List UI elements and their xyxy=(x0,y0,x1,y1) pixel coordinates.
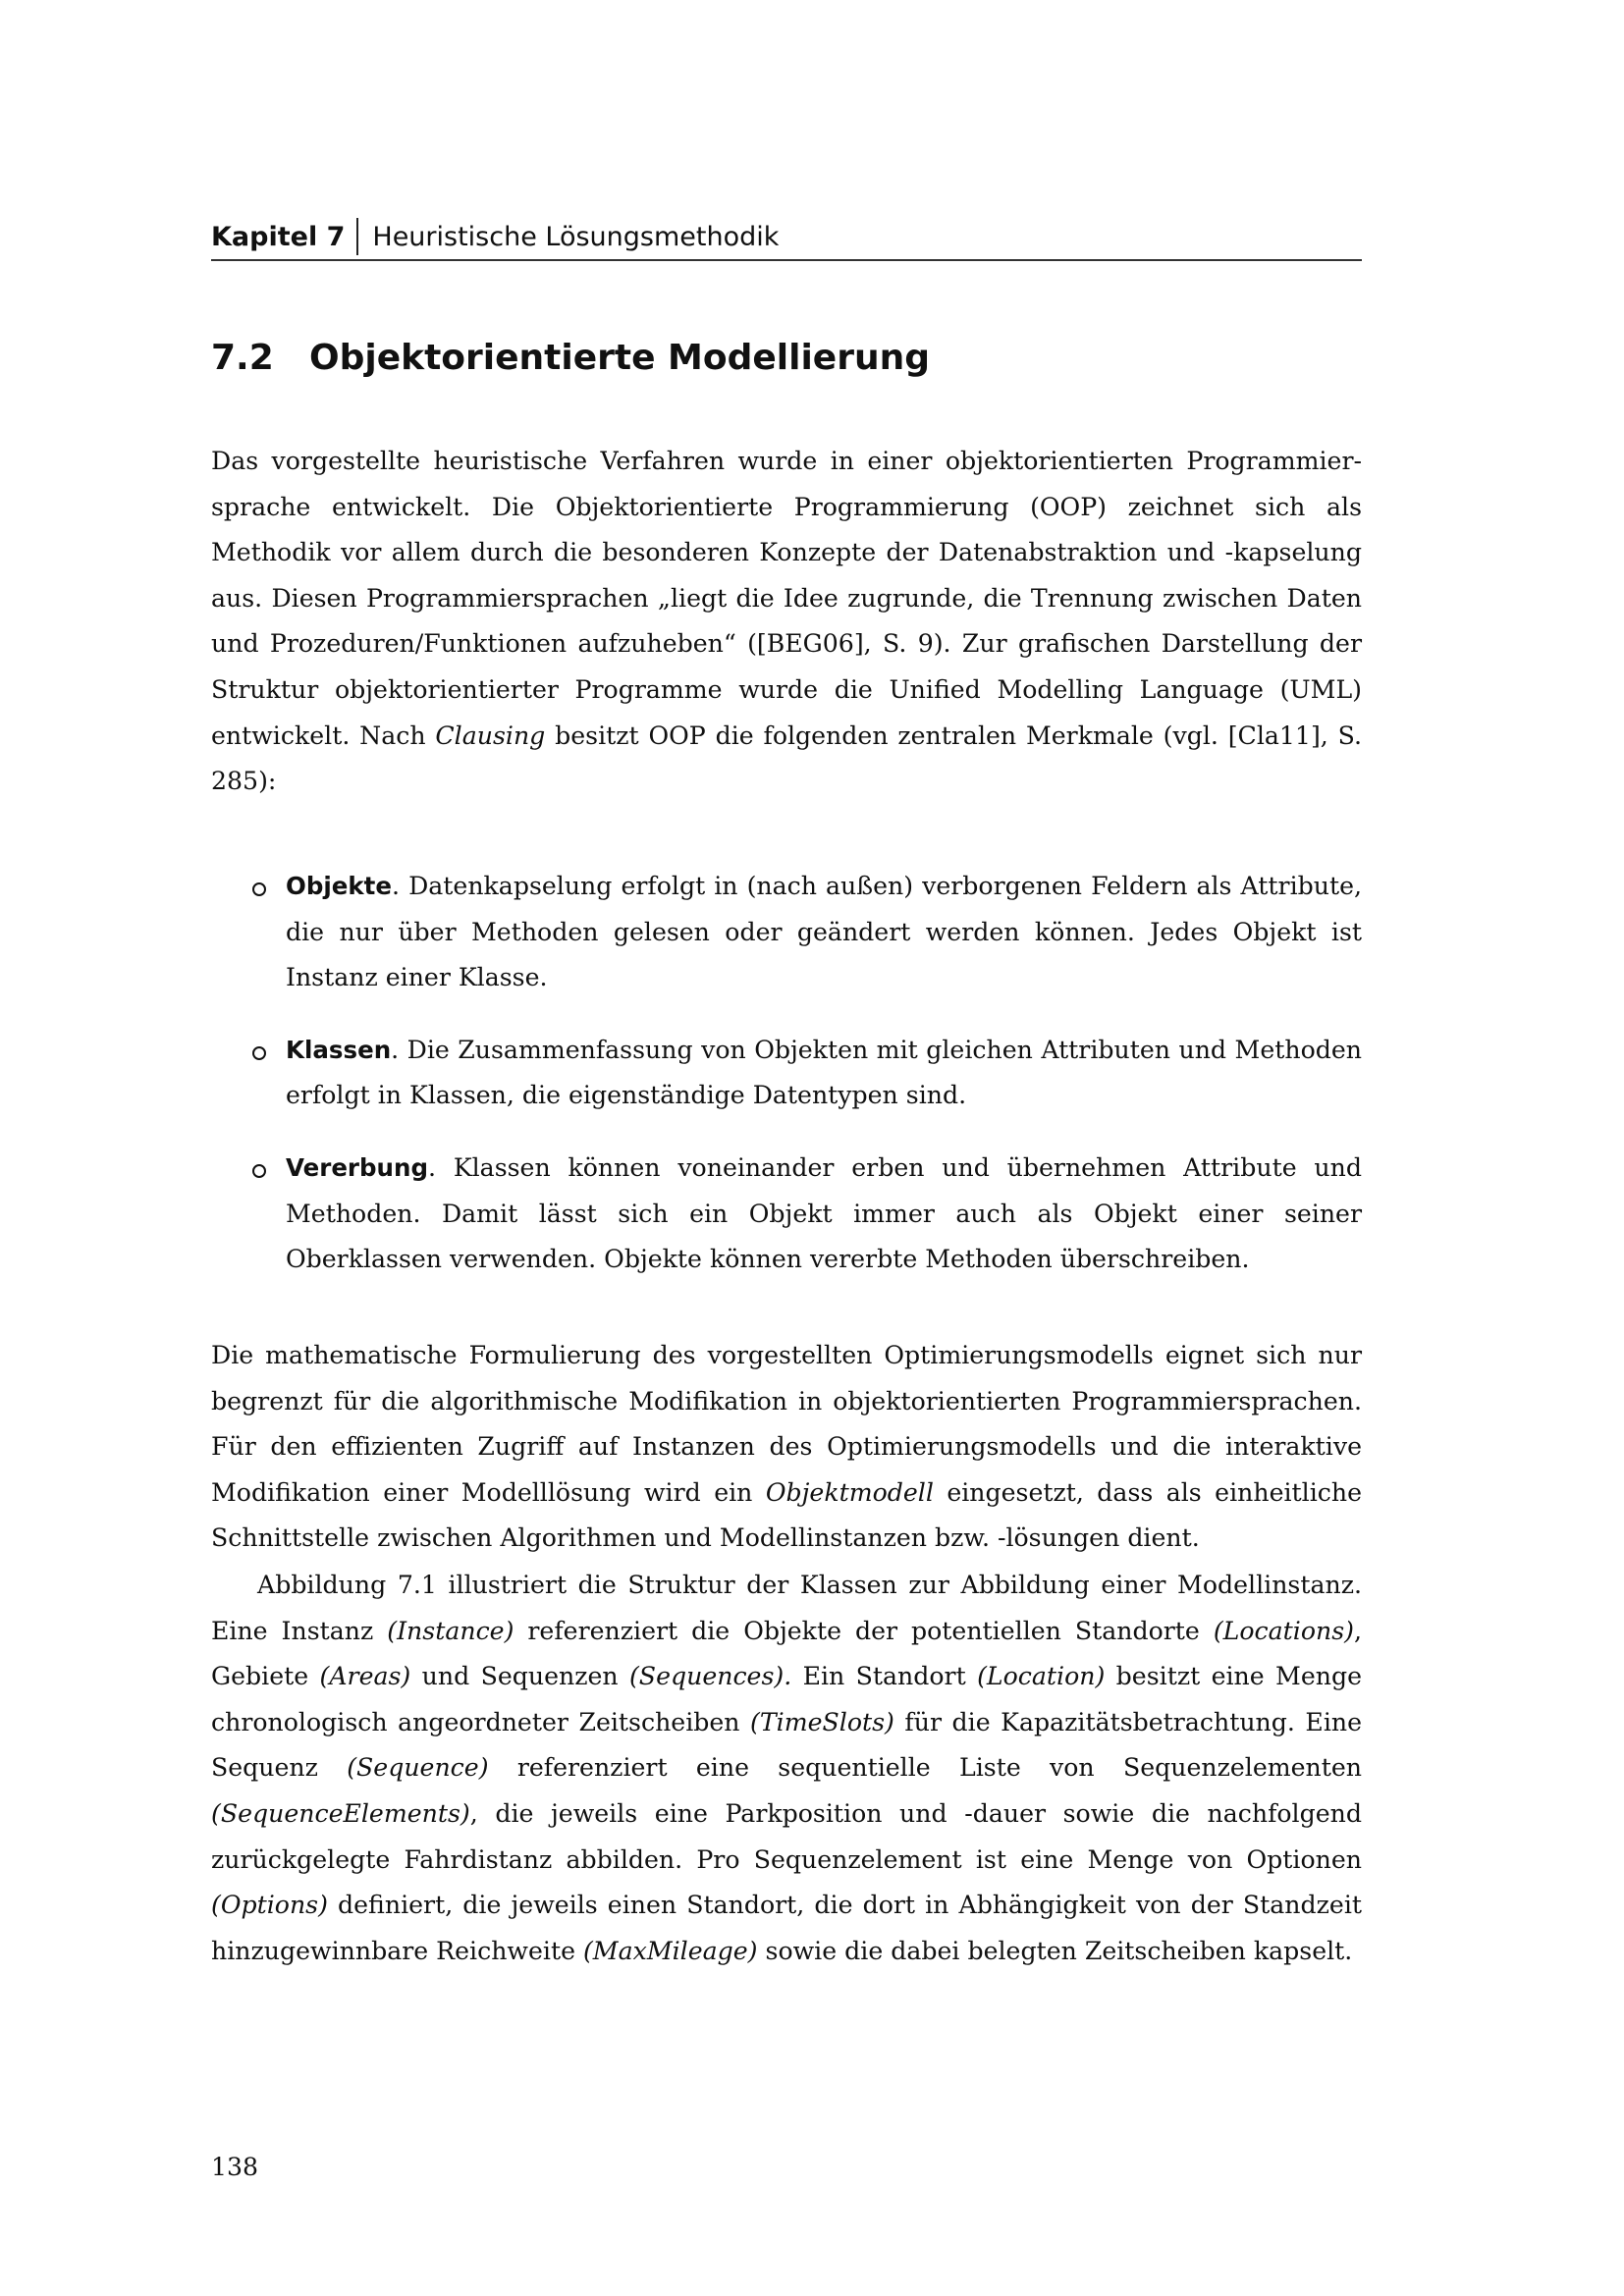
class-name: (Areas) xyxy=(319,1662,411,1691)
class-name: (Instance) xyxy=(387,1616,514,1645)
intro-text-part-1: Das vorgestellte heuristische Verfahren wurde in einer objektorientierten Programmiersprache entwickelt. Die Objektorientierte Programmierung (OOP) zeichnet sich als Methodik vor allem durch die besonderen Konzepte der Datenabstraktion und -kapselung aus. Diesen Programmiersprachen „liegt die Idee zugrunde, die Trennung zwischen Daten und Prozeduren/Funktionen aufzuheben“ ([BEG06], S. 9). Zur grafischen Darstellung der Struktur objektorientierter Programme wurde die Unified Modelling Language (UML) entwickelt. Nach xyxy=(211,447,1362,750)
feature-term: Klassen xyxy=(286,1035,392,1064)
class-name: (SequenceElements) xyxy=(211,1798,470,1828)
paragraph-text: definiert, die jeweils einen Standort, die dort in Abhängigkeit von der Standzeit hinzugewinnbare Reichweite xyxy=(211,1891,1362,1965)
class-name: (Sequences). xyxy=(628,1662,792,1691)
list-item xyxy=(211,1146,1362,1283)
class-name: (MaxMileage) xyxy=(582,1936,758,1965)
paragraph-text: referenziert die Objekte der potentiellen Standorte xyxy=(514,1616,1214,1645)
paragraph-text: , Gebiete xyxy=(211,1616,1362,1691)
emphasized-term: Objektmodell xyxy=(765,1477,934,1507)
feature-term: Vererbung xyxy=(286,1152,428,1182)
bullet-circle-icon xyxy=(252,1164,266,1178)
intro-text-part-2: besitzt OOP die folgenden zentralen Merkmale (vgl. [Cla11], S. 285): xyxy=(211,721,1362,796)
object-model-paragraph xyxy=(211,1333,1362,1562)
feature-list xyxy=(211,864,1362,1309)
class-name: (Location) xyxy=(977,1662,1106,1691)
bullet-circle-icon xyxy=(252,882,266,896)
class-name: (Options) xyxy=(211,1891,328,1920)
bullet-circle-icon xyxy=(252,1046,266,1060)
class-name: (Locations) xyxy=(1213,1616,1354,1645)
author-name: Clausing xyxy=(435,721,546,750)
class-name: (Sequence) xyxy=(347,1753,489,1783)
paragraph-text: eingesetzt, dass als einheitliche Schnittstelle zwischen Algorithmen und Modellinstanzen bzw. -lösungen dient. xyxy=(211,1477,1362,1553)
feature-term: Objekte xyxy=(286,872,393,900)
chapter-title: Heuristische Lösungsmethodik xyxy=(372,222,780,252)
intro-paragraph xyxy=(211,439,1362,805)
class-structure-paragraph xyxy=(211,1563,1362,1974)
page-number: 138 xyxy=(211,2153,259,2181)
feature-description: . Klassen können voneinander erben und übernehmen Attribute und Methoden. Damit lässt sich ein Objekt immer auch als Objekt einer seiner Oberklassen verwenden. Objekte können vererbte Methoden überschreiben. xyxy=(286,1152,1362,1274)
paragraph-text: Abbildung 7.1 illustriert die Struktur der Klassen zur Abbildung einer Modellinstanz. Eine Instanz xyxy=(211,1571,1362,1645)
section-number: 7.2 xyxy=(211,338,274,378)
header-separator xyxy=(356,218,358,255)
header-rule xyxy=(211,259,1362,261)
section-heading xyxy=(211,334,1362,383)
paragraph-text: sowie die dabei belegten Zeitscheiben kapselt. xyxy=(757,1936,1353,1965)
running-header xyxy=(211,218,1362,257)
section-title: Objektorientierte Modellierung xyxy=(309,338,930,378)
list-item xyxy=(211,864,1362,1001)
paragraph-text: , die jeweils eine Parkposition und -dauer sowie die nachfolgend zurückgelegte Fahrdistanz abbilden. Pro Sequenzelement ist eine Menge von Optionen xyxy=(211,1798,1362,1874)
paragraph-text: besitzt eine Menge chronologisch angeordneter Zeitscheiben xyxy=(211,1662,1362,1736)
chapter-label: Kapitel 7 xyxy=(211,222,346,252)
class-name: (TimeSlots) xyxy=(750,1707,894,1736)
paragraph-text: referenziert eine sequentielle Liste von Sequenzelementen xyxy=(488,1753,1362,1783)
list-item xyxy=(211,1028,1362,1119)
paragraph-text: Die mathematische Formulierung des vorgestellten Optimierungsmodells eignet sich nur begrenzt für die algorithmische Modifikation in objektorientierten Programmiersprachen. Für den effizienten Zugriff auf Instanzen des Optimierungsmodells und die interaktive Modifikation einer Modelllösung wird ein xyxy=(211,1341,1362,1507)
paragraph-text: und Sequenzen xyxy=(410,1662,629,1691)
paragraph-text: Ein Standort xyxy=(791,1662,978,1691)
feature-description: . Die Zusammenfassung von Objekten mit gleichen Attributen und Methoden erfolgt in Klassen, die eigenständige Datentypen sind. xyxy=(286,1035,1362,1110)
feature-description: . Datenkapselung erfolgt in (nach außen) verborgenen Feldern als Attribute, die nur über Methoden gelesen oder geändert werden können. Jedes Objekt ist Instanz einer Klasse. xyxy=(286,872,1362,992)
paragraph-text: für die Kapazitätsbetrachtung. Eine Sequenz xyxy=(211,1707,1362,1783)
